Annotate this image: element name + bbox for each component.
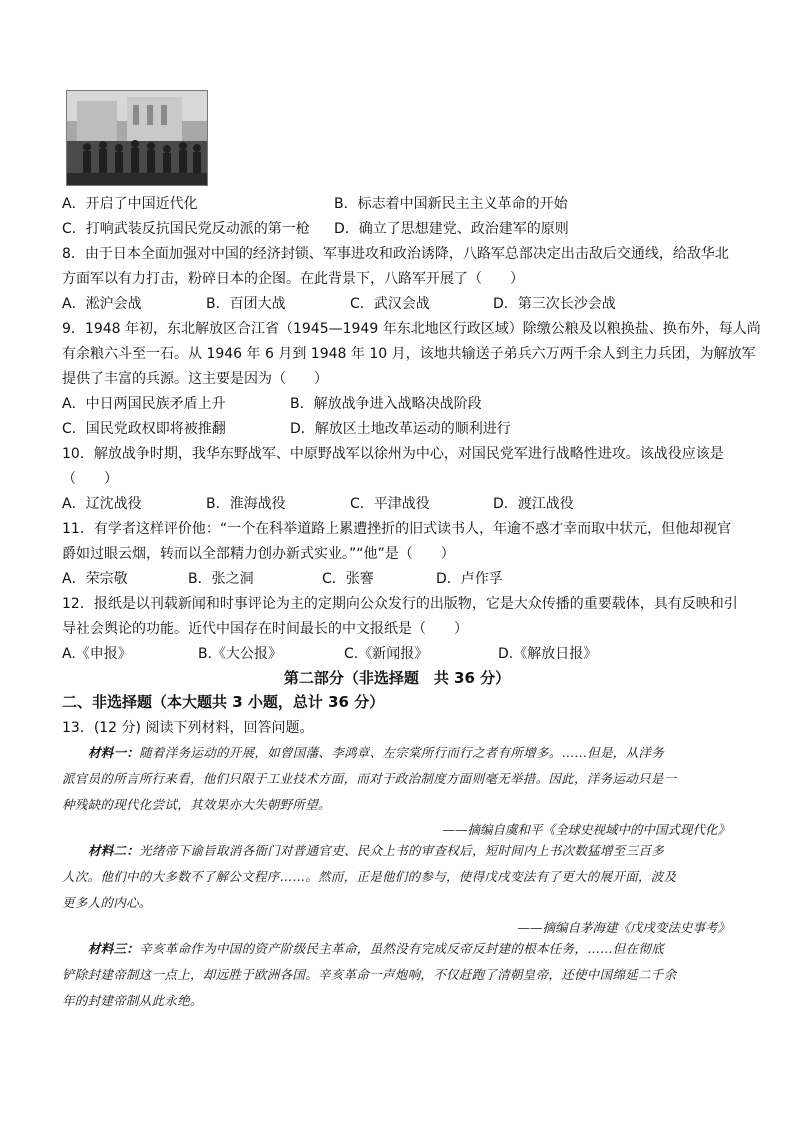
- q11-option-c: C．张謇: [322, 571, 374, 587]
- material-1-label: 材料一：: [88, 745, 140, 760]
- q11-stem-line2: 爵如过眼云烟，转而以全部精力创办新式实业。”“他”是（ ）: [62, 546, 455, 562]
- material-3-label: 材料三：: [88, 941, 140, 956]
- q9-option-b: B．解放战争进入战略决战阶段: [290, 396, 482, 412]
- material-1-line3: 种残缺的现代化尝试，其效果亦大失朝野所望。: [62, 797, 331, 812]
- material-2-source: ——摘编自茅海建《戊戌变法史事考》: [517, 920, 730, 935]
- q9-stem-line3: 提供了丰富的兵源。这主要是因为（ ）: [62, 371, 328, 387]
- q12-option-b: B.《大公报》: [198, 646, 283, 662]
- material-2-line3: 更多人的内心。: [62, 895, 152, 910]
- q9-option-d: D．解放区土地改革运动的顺利进行: [290, 421, 511, 437]
- q12-stem-line2: 导社会舆论的功能。近代中国存在时间最长的中文报纸是（ ）: [62, 621, 468, 637]
- q8-option-c: C．武汉会战: [350, 296, 430, 312]
- material-3-line1: 辛亥革命作为中国的资产阶级民主革命，虽然没有完成反帝反封建的根本任务，……但在彻底: [139, 941, 665, 956]
- q13-material-2: [62, 838, 732, 916]
- material-1-source: ——摘编自虞和平《全球史视域中的中国式现代化》: [442, 822, 730, 837]
- q12-stem-line1: 12．报纸是以刊载新闻和时事评论为主的定期向公众发行的出版物，它是大众传播的重要载体，具有反映和引: [62, 596, 738, 612]
- q11-stem-line1: 11．有学者这样评价他：“一个在科举道路上累遭挫折的旧式读书人，年逾不惑才幸而取中状元，但他却视官: [62, 521, 732, 537]
- q8-stem-line2: 方面军以有力打击，粉碎日本的企图。在此背景下，八路军开展了（ ）: [62, 271, 524, 287]
- q12-option-d: D.《解放日报》: [498, 646, 598, 662]
- material-2-line1: 光绪帝下谕旨取消各衙门对普通官吏、民众上书的审查权后，短时间内上书次数猛增至三百多: [139, 843, 665, 858]
- q7-option-c: C．打响武装反抗国民党反动派的第一枪: [62, 221, 310, 237]
- q9-stem-line2: 有余粮六斗至一石。从 1946 年 6 月到 1948 年 10 月，该地共输送子弟兵六万两千余人到主力兵团，为解放军: [62, 346, 756, 362]
- photo-illustration: [67, 91, 207, 185]
- q8-option-b: B．百团大战: [206, 296, 286, 312]
- part2-heading: 二、非选择题（本大题共 3 小题，总计 36 分）: [62, 693, 385, 711]
- q11-option-a: A．荣宗敬: [62, 571, 128, 587]
- q13-material-3: [62, 936, 732, 1014]
- q10-stem-line2: （ ）: [62, 471, 118, 487]
- q9-option-c: C．国民党政权即将被推翻: [62, 421, 226, 437]
- part2-title: 第二部分（非选择题 共 36 分）: [283, 669, 511, 687]
- q9-option-a: A．中日两国民族矛盾上升: [62, 396, 226, 412]
- q11-option-d: D．卢作孚: [436, 571, 503, 587]
- q8-option-a: A．淞沪会战: [62, 296, 142, 312]
- q7-option-b: B．标志着中国新民主主义革命的开始: [334, 196, 568, 212]
- q12-option-c: C.《新闻报》: [344, 646, 429, 662]
- q7-option-a: A．开启了中国近代化: [62, 196, 198, 212]
- q8-stem-line1: 8．由于日本全面加强对中国的经济封锁、军事进攻和政治诱降，八路军总部决定出击敌后交通线，给敌华北: [62, 246, 729, 262]
- material-1-line2: 派官员的所言所行来看，他们只限于工业技术方面，而对于政治制度方面则毫无举措。因此，洋务运动只是一: [62, 771, 677, 786]
- material-3-line3: 年的封建帝制从此永绝。: [62, 993, 203, 1008]
- material-2-label: 材料二：: [88, 843, 140, 858]
- q10-option-c: C．平津战役: [350, 496, 430, 512]
- q10-option-a: A．辽沈战役: [62, 496, 142, 512]
- q8-option-d: D．第三次长沙会战: [493, 296, 616, 312]
- q10-option-b: B．淮海战役: [206, 496, 286, 512]
- q7-option-d: D．确立了思想建党、政治建军的原则: [334, 221, 569, 237]
- material-3-line2: 铲除封建帝制这一点上，却远胜于欧洲各国。辛亥革命一声炮响，不仅赶跑了清朝皇帝，还使中国绵延二千余: [62, 967, 677, 982]
- q12-option-a: A.《申报》: [62, 646, 132, 662]
- q13-stem: 13．(12 分) 阅读下列材料，回答问题。: [62, 720, 314, 736]
- material-1-line1: 随着洋务运动的开展，如曾国藩、李鸿章、左宗棠所行而行之者有所增多。……但是，从洋务: [139, 745, 665, 760]
- q10-stem-line1: 10．解放战争时期，我华东野战军、中原野战军以徐州为中心，对国民党军进行战略性进攻。该战役应该是: [62, 446, 724, 462]
- material-2-line2: 人次。他们中的大多数不了解公文程序……。然而，正是他们的参与，使得戊戌变法有了更大的展开面，波及: [62, 869, 677, 884]
- q13-material-1: [62, 740, 732, 818]
- q10-option-d: D．渡江战役: [493, 496, 574, 512]
- q9-stem-line1: 9．1948 年初，东北解放区合江省（1945—1949 年东北地区行政区域）除缴公粮及以粮换盐、换布外，每人尚: [62, 321, 761, 337]
- q11-option-b: B．张之洞: [188, 571, 254, 587]
- historical-photo: [66, 90, 208, 186]
